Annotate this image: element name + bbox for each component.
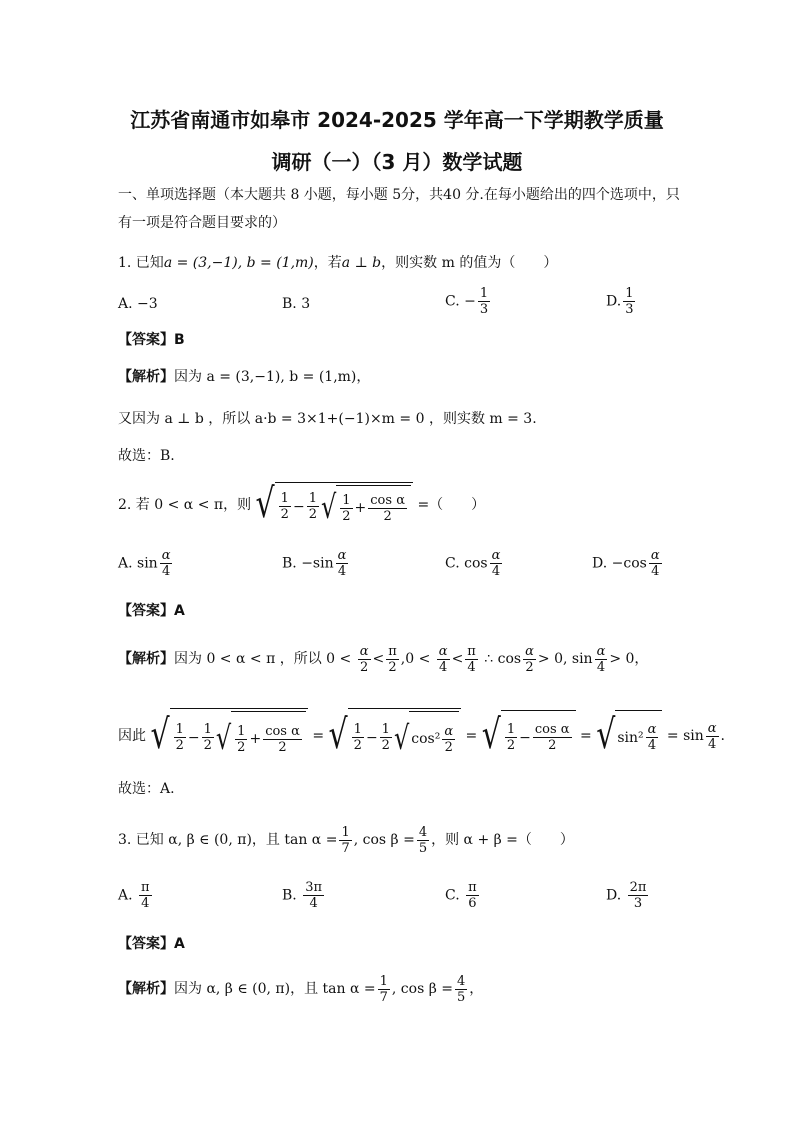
q1-stem: 1. 已知a = (3,−1), b = (1,m)，若a ⊥ b，则实数 m 的值为（ ） bbox=[118, 255, 558, 271]
q2-explanation-1: 【解析】因为 0 < α < π ，所以 0 < $\frac{\alpha}{2}$ < $\frac{\pi}{2}$ ,0 < $\frac{\alpha}{4}$ < $\frac{\pi}{4}$ ∴ cos $\frac{\alpha}{2}$ > 0, sin $\frac{\alpha}{4}$ > 0， bbox=[118, 643, 649, 675]
doc-title-line1: 江苏省南通市如皋市 2024-2025 学年高一下学期教学质量 bbox=[130, 108, 664, 132]
q2-choose: 故选：A. bbox=[118, 781, 175, 797]
q2-option-d: D. −cos $\frac{\alpha}{4}$ bbox=[592, 548, 660, 579]
q2-option-a: A. sin $\frac{\alpha}{4}$ bbox=[118, 548, 171, 579]
q2-option-b: B. −sin $\frac{\alpha}{4}$ bbox=[282, 548, 347, 579]
doc-title-line2: 调研（一）（3 月）数学试题 bbox=[271, 150, 523, 174]
q3-option-d: D. $\frac{2\pi}{3}$ bbox=[606, 880, 647, 911]
q1-option-d: D. $\frac{1}{3}$ bbox=[606, 286, 634, 317]
q2-stem: 2. 若 0 < α < π，则 √ $\frac{1}{2}$ − $\frac{1}{2}$ √ $\frac{1}{2}$ + $\frac{\text{cos α}}{2}$ =（ ） bbox=[118, 480, 486, 528]
q3-option-a: A. $\frac{\pi}{4}$ bbox=[118, 880, 150, 911]
q2-option-c: C. cos $\frac{\alpha}{4}$ bbox=[445, 548, 501, 579]
section-heading-cont: 有一项是符合题目要求的） bbox=[118, 215, 286, 231]
q3-option-b: B. $\frac{3\pi}{4}$ bbox=[282, 880, 323, 911]
q1-option-a: A. −3 bbox=[118, 296, 158, 312]
q1-explanation-2: 又因为 a ⊥ b ，所以 a·b = 3×1+(−1)×m = 0 ，则实数 m = 3. bbox=[118, 411, 537, 427]
q3-stem: 3. 已知 α, β ∈ (0, π)，且 tan α = $\frac{1}{7}$ , cos β = $\frac{4}{5}$ ，则 α + β =（ ） bbox=[118, 824, 574, 856]
q3-explanation-1: 【解析】因为 α, β ∈ (0, π)，且 tan α = $\frac{1}{7}$ , cos β = $\frac{4}{5}$ ， bbox=[118, 973, 484, 1005]
q1-option-c: C. − $\frac{1}{3}$ bbox=[445, 286, 489, 317]
section-heading: 一、单项选择题（本大题共 8 小题，每小题 5分，共40 分.在每小题给出的四个选项中，只 bbox=[118, 187, 680, 203]
q1-answer: 【答案】B bbox=[118, 332, 185, 348]
q1-choose: 故选：B. bbox=[118, 448, 175, 464]
q3-option-c: C. $\frac{\pi}{6}$ bbox=[445, 880, 477, 911]
q1-option-b: B. 3 bbox=[282, 296, 311, 312]
q3-answer: 【答案】A bbox=[118, 936, 185, 952]
q1-explanation-1: 【解析】因为 a = (3,−1), b = (1,m)， bbox=[118, 369, 371, 385]
q2-answer: 【答案】A bbox=[118, 603, 185, 619]
q2-explanation-2: 因此 √ $\frac{1}{2}$ − $\frac{1}{2}$ √ $\frac{1}{2}$ + $\frac{\text{cos α}}{2}$ = √ $\frac{1}{2}$ − $\frac{1}{2}$ √ cos² $\frac{\alpha}{2}$ = √ $\frac{1}{2}$ − $\frac{\text{cos α}}{2}$ = √ sin² $\frac{\alpha}{4}$ = sin $\frac{\alpha}{4}$ . bbox=[118, 708, 725, 764]
